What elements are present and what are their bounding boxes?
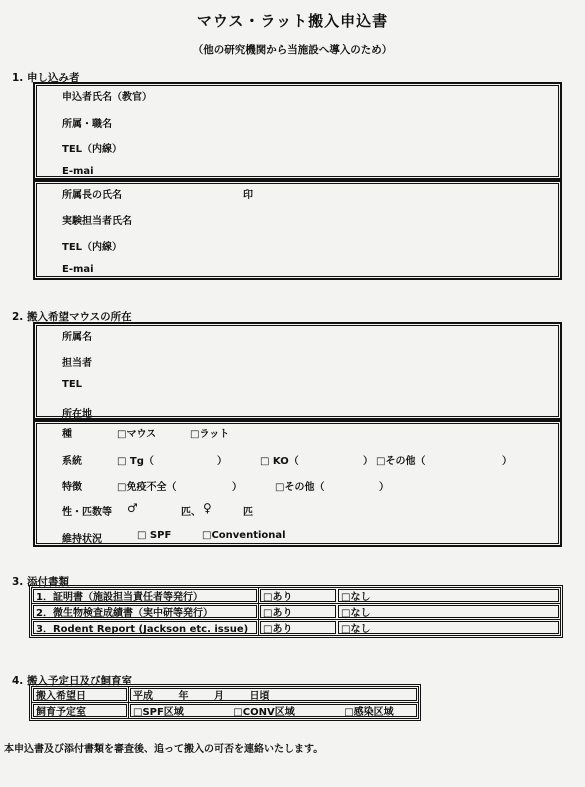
year-label: 年 <box>178 691 189 702</box>
strain-label: 系統 <box>62 456 82 467</box>
tel-field[interactable]: TEL（内線） <box>62 144 123 155</box>
species-label: 種 <box>62 429 72 440</box>
org-name-field[interactable]: 所属名 <box>62 332 92 343</box>
arrival-date-label: 搬入希望日 <box>32 687 129 703</box>
attachment-name: 3．Rodent Report (Jackson etc. issue) <box>32 620 259 636</box>
schedule-table <box>31 686 419 719</box>
location-box <box>33 322 562 420</box>
footer-note: 本申込書及び添付書類を審査後、追って搬入の可否を連絡いたします。 <box>4 744 324 755</box>
female-symbol: ♀ <box>203 501 212 515</box>
seal-mark: 印 <box>243 190 253 201</box>
arrival-date-field[interactable] <box>129 687 419 703</box>
strain-other-checkbox[interactable]: □その他（ <box>376 456 426 467</box>
traits-label: 特徴 <box>62 482 82 493</box>
male-symbol: ♂ <box>127 501 138 515</box>
section-3-heading: 3. 添付書類 <box>12 576 69 588</box>
room-conv-checkbox[interactable]: □CONV区域 <box>233 707 295 718</box>
strain-other-close: ） <box>502 456 512 467</box>
sex-count-label: 性・匹数等 <box>62 507 112 518</box>
room-spf-checkbox[interactable]: □SPF区域 <box>133 707 184 718</box>
room-infection-checkbox[interactable]: □感染区域 <box>344 707 394 718</box>
maintenance-label: 維持状況 <box>62 534 102 545</box>
male-count-unit: 匹、 <box>181 507 201 518</box>
contact-field[interactable]: 担当者 <box>62 358 92 369</box>
attachment-no-checkbox[interactable]: □なし <box>337 604 561 620</box>
attachment-name: 1．証明書（施設担当責任者等発行） <box>32 588 259 604</box>
strain-tg-close: ） <box>217 456 227 467</box>
attachment-yes-checkbox[interactable]: □あり <box>259 604 338 620</box>
attachment-name: 2．微生物検査成績書（実中研等発行） <box>32 604 259 620</box>
head-name-field[interactable]: 所属長の氏名 <box>62 190 122 201</box>
staff-email-field[interactable]: E-mai <box>62 264 94 275</box>
maintenance-spf-checkbox[interactable]: □ SPF <box>137 530 172 541</box>
era-label: 平成 <box>133 691 153 702</box>
strain-tg-checkbox[interactable]: □ Tg（ <box>117 456 154 467</box>
traits-other-checkbox[interactable]: □その他（ <box>275 482 325 493</box>
species-rat-checkbox[interactable]: □ラット <box>190 429 230 440</box>
traits-other-close: ） <box>379 482 389 493</box>
traits-immuno-checkbox[interactable]: □免疫不全（ <box>117 482 177 493</box>
female-count-unit: 匹 <box>243 507 253 518</box>
table-row <box>32 703 419 719</box>
form-title: マウス・ラット搬入申込書 <box>196 12 389 30</box>
staff-name-field[interactable]: 実験担当者氏名 <box>62 216 132 227</box>
strain-ko-close: ） <box>363 456 373 467</box>
staff-tel-field[interactable]: TEL（内線） <box>62 242 123 253</box>
day-label: 日頃 <box>249 691 270 702</box>
applicant-name-field[interactable]: 申込者氏名（教官） <box>62 92 152 103</box>
section-2-heading: 2. 搬入希望マウスの所在 <box>12 311 132 323</box>
table-row <box>32 604 561 620</box>
attachment-yes-checkbox[interactable]: □あり <box>259 620 338 636</box>
affiliation-field[interactable]: 所属・職名 <box>62 119 112 130</box>
month-label: 月 <box>213 691 224 702</box>
email-field[interactable]: E-mai <box>62 166 94 177</box>
address-field[interactable]: 所在地 <box>62 409 92 420</box>
form-subtitle: （他の研究機関から当施設へ導入のため） <box>192 44 393 56</box>
strain-ko-checkbox[interactable]: □ KO（ <box>260 456 299 467</box>
maintenance-conventional-checkbox[interactable]: □Conventional <box>202 530 286 541</box>
location-tel-field[interactable]: TEL <box>62 379 83 390</box>
species-mouse-checkbox[interactable]: □マウス <box>117 429 157 440</box>
section-4-heading: 4. 搬入予定日及び飼育室 <box>12 675 132 687</box>
room-label: 飼育予定室 <box>32 703 129 719</box>
room-field <box>129 703 419 719</box>
attachments-table <box>31 587 561 636</box>
attachment-no-checkbox[interactable]: □なし <box>337 620 561 636</box>
table-row <box>32 687 419 703</box>
section-1-heading: 1. 申し込み者 <box>12 72 80 84</box>
attachment-yes-checkbox[interactable]: □あり <box>259 588 338 604</box>
traits-immuno-close: ） <box>232 482 242 493</box>
table-row <box>32 620 561 636</box>
table-row <box>32 588 561 604</box>
attachment-no-checkbox[interactable]: □なし <box>337 588 561 604</box>
